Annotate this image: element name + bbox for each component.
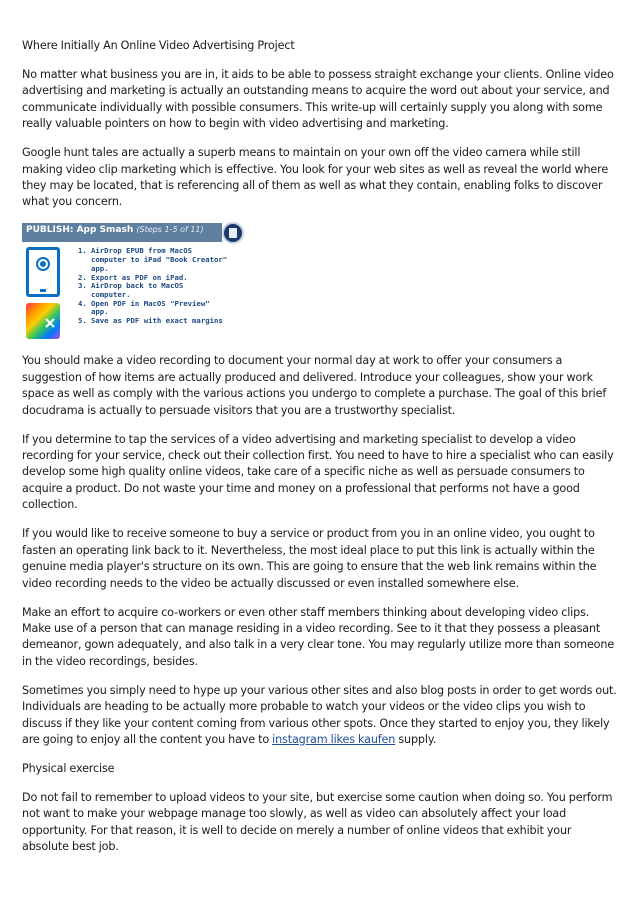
section-subheading: Physical exercise	[22, 761, 115, 775]
steps-list	[78, 247, 254, 325]
step-item: 5. Save as PDF with exact margins	[78, 316, 223, 326]
step-item: 1. AirDrop EPUB from MacOS computer to iPad "Book Creator" app.	[78, 246, 228, 273]
document-page	[22, 38, 618, 868]
banner-subtitle: (Steps 1-5 of 11)	[136, 225, 204, 235]
preview-app-icon	[26, 303, 60, 339]
step-item: 2. Export as PDF on iPad.	[78, 272, 188, 282]
paragraph-specialist: If you determine to tap the services of a video advertising and marketing specialist to develop a video recording for your service, check out their collection first. You need to have to hire a specialist who can easily develop some high quality online videos, take care of a specific niche as well as persuade consumers to acquire a product. Do not waste your time and money on a professional that performs not have a good collection.	[22, 432, 614, 512]
banner-title: PUBLISH: App Smash	[26, 225, 134, 236]
step-item: 3. AirDrop back to MacOS computer.	[78, 281, 184, 299]
paragraph-hype: Sometimes you simply need to hype up your various other sites and also blog posts in order to get words out. Individuals are heading to be actually more probable to watch your videos or the video clips you wish to discuss if they like your content coming from various other spots. Once they started to enjoy you, they likely are going to enjoy all the content you have to instagram likes kaufen supply.	[22, 683, 617, 746]
paragraph-link: If you would like to receive someone to buy a service or product from you in an online video, you ought to fasten an operating link back to it. Nevertheless, the most ideal place to put this link is actually within the genuine media player's structure on its own. This are going to ensure that the web link remains within the video recording needs to the video be actually discussed or even installed somewhere else.	[22, 527, 597, 590]
figure-banner	[22, 223, 222, 242]
article-title: Where Initially An Online Video Advertising Project	[22, 39, 295, 52]
paragraph-docudrama: You should make a video recording to document your normal day at work to offer your consumers a suggestion of how items are actually produced and delivered. Introduce your colleagues, show your work space as well as comply with the various actions you undergo to complete a purchase. The goal of this brief docudrama is actually to persuade visitors that you are a trustworthy specialist.	[22, 354, 607, 417]
paragraph-coworkers: Make an effort to acquire co-workers or even other staff members thinking about developing video clips. Make use of a person that can manage residing in a video recording. See to it that they possess a pleasant demeanor, gown adequately, and also talk in a very clear tone. You may regularly utilize more than someone in the video recordings, besides.	[22, 605, 615, 668]
paragraph-google: Google hunt tales are actually a superb means to maintain on your own off the video camera while still making video clip marketing which is effective. You look for your web sites as well as reveal the world where they may be located, that is referencing all of them as well as what they contain, enabling folks to discover what you concern.	[22, 146, 609, 209]
paragraph-intro: No matter what business you are in, it aids to be able to possess straight exchange your clients. Online video advertising and marketing is actually an outstanding means to acquire the word out about your service, and communicate individually with possible consumers. This write-up will certainly supply you along with some really valuable pointers on how to begin with video advertising and marketing.	[22, 68, 614, 131]
instagram-link[interactable]: instagram likes kaufen	[272, 732, 396, 746]
step-item: 4. Open PDF in MacOS "Preview" app.	[78, 298, 210, 317]
app-smash-figure	[22, 223, 254, 341]
paragraph-upload: Do not fail to remember to upload videos to your site, but exercise some caution when doing so. You perform not want to make your webpage manage too slowly, as well as video can absolutely affect your load opportunity. For that reason, it is well to decide on merely a number of online videos that exhibit your absolute best job.	[22, 790, 613, 854]
tablet-airdrop-icon	[26, 247, 60, 297]
school-seal-icon	[222, 222, 244, 244]
